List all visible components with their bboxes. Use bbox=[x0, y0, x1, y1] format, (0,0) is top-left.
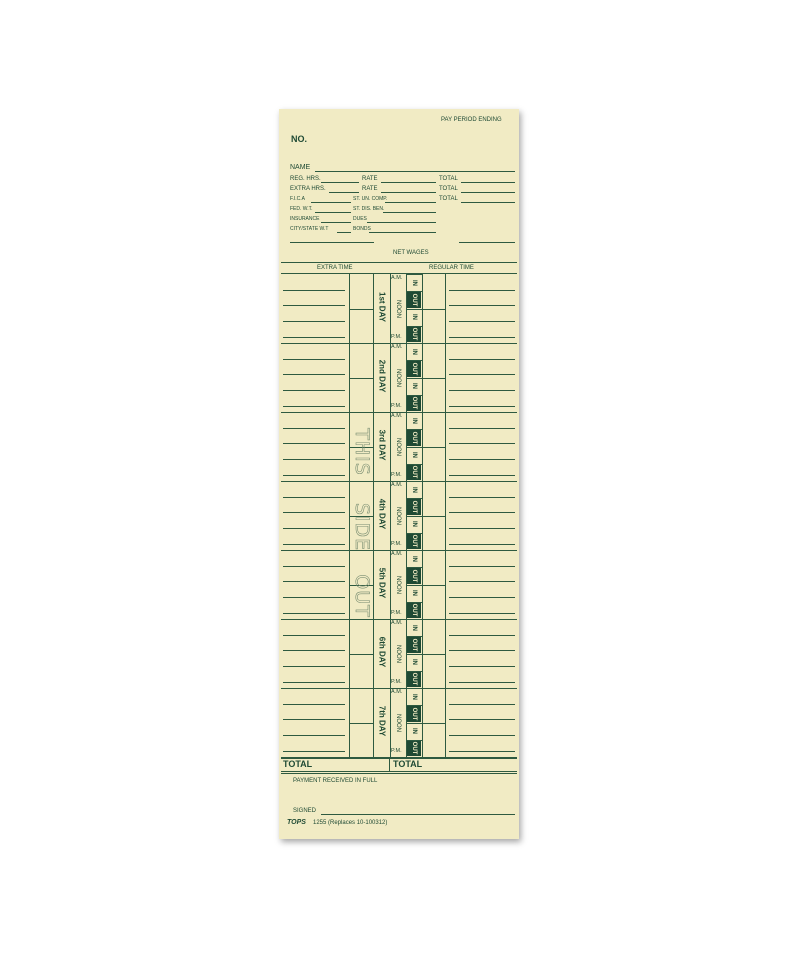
cell-line bbox=[406, 688, 422, 689]
day-label: 5th DAY bbox=[377, 567, 386, 598]
total-right-label: TOTAL bbox=[393, 759, 423, 769]
extra-time-line bbox=[283, 613, 345, 614]
mid-line bbox=[422, 654, 445, 655]
column-line bbox=[373, 412, 374, 481]
rate1-line bbox=[381, 182, 436, 183]
total-bottom-line-2 bbox=[281, 773, 517, 774]
pm-label: P.M. bbox=[391, 541, 402, 547]
bonds-line bbox=[369, 232, 436, 233]
extra-time-line bbox=[283, 719, 345, 720]
in-label: IN bbox=[411, 693, 417, 700]
column-line bbox=[390, 481, 391, 550]
out-cell bbox=[407, 534, 421, 549]
pm-label: P.M. bbox=[391, 403, 402, 409]
column-line bbox=[373, 550, 374, 619]
signed-label: SIGNED bbox=[293, 808, 317, 814]
column-line bbox=[445, 481, 446, 550]
out-label: OUT bbox=[411, 500, 417, 514]
pm-label: P.M. bbox=[391, 472, 402, 478]
cell-line bbox=[406, 516, 422, 517]
column-line bbox=[373, 619, 374, 688]
fed-wt-line bbox=[315, 212, 351, 213]
in-label: IN bbox=[411, 417, 417, 424]
in-label: IN bbox=[411, 383, 417, 390]
cell-line bbox=[406, 378, 422, 379]
total1-label: TOTAL bbox=[439, 176, 458, 182]
total-left-label: TOTAL bbox=[283, 759, 313, 769]
noon-label: NOON bbox=[395, 368, 401, 387]
insurance-label: INSURANCE bbox=[290, 216, 320, 222]
noon-label: NOON bbox=[395, 575, 401, 594]
day-label: 2nd DAY bbox=[377, 359, 386, 392]
extra-time-line bbox=[283, 650, 345, 651]
extra-time-line bbox=[283, 359, 345, 360]
watermark-this: THIS bbox=[351, 428, 373, 476]
cell-line bbox=[406, 412, 422, 413]
out-label: OUT bbox=[411, 362, 417, 376]
watermark-side: SIDE bbox=[351, 502, 373, 552]
in-label: IN bbox=[411, 486, 417, 493]
in-label: IN bbox=[411, 452, 417, 459]
extra-time-line bbox=[283, 751, 345, 752]
column-line bbox=[390, 412, 391, 481]
net-wages-label: NET WAGES bbox=[393, 250, 429, 256]
column-line bbox=[390, 619, 391, 688]
rate1-label: RATE bbox=[362, 176, 378, 182]
regular-time-line bbox=[449, 290, 515, 291]
column-line bbox=[445, 343, 446, 412]
in-label: IN bbox=[411, 279, 417, 286]
name-label: NAME bbox=[290, 164, 311, 171]
extra-time-line bbox=[283, 512, 345, 513]
extra-time-line bbox=[283, 428, 345, 429]
rate2-line bbox=[381, 192, 436, 193]
out-cell bbox=[407, 706, 421, 721]
out-cell bbox=[407, 430, 421, 445]
cell-line bbox=[406, 619, 422, 620]
regular-time-line bbox=[449, 443, 515, 444]
fica-line bbox=[311, 202, 351, 203]
mid-line bbox=[349, 309, 373, 310]
pay-period-label: PAY PERIOD ENDING bbox=[441, 117, 502, 123]
mid-line bbox=[349, 654, 373, 655]
payment-label: PAYMENT RECEIVED IN FULL bbox=[293, 778, 378, 784]
am-label: A.M. bbox=[391, 344, 403, 350]
regular-time-line bbox=[449, 635, 515, 636]
signature-line bbox=[321, 814, 515, 815]
regular-time-line bbox=[449, 390, 515, 391]
regular-time-line bbox=[449, 359, 515, 360]
regular-time-line bbox=[449, 428, 515, 429]
day-label: 3rd DAY bbox=[377, 429, 386, 460]
fica-label: F.I.C.A bbox=[290, 196, 306, 202]
in-label: IN bbox=[411, 314, 417, 321]
extra-time-label: EXTRA TIME bbox=[317, 265, 353, 271]
name-line bbox=[315, 171, 515, 172]
out-label: OUT bbox=[411, 707, 417, 721]
regular-time-line bbox=[449, 512, 515, 513]
column-line bbox=[445, 688, 446, 757]
noon-label: NOON bbox=[395, 713, 401, 732]
cell-line bbox=[406, 550, 422, 551]
column-line bbox=[373, 343, 374, 412]
in-label: IN bbox=[411, 728, 417, 735]
extra-time-line bbox=[283, 459, 345, 460]
regular-time-line bbox=[449, 735, 515, 736]
reg-hrs-line bbox=[321, 182, 359, 183]
noon-label: NOON bbox=[395, 437, 401, 456]
regular-time-line bbox=[449, 751, 515, 752]
regular-time-line bbox=[449, 406, 515, 407]
extra-hrs-line bbox=[329, 192, 359, 193]
am-label: A.M. bbox=[391, 551, 403, 557]
extra-time-line bbox=[283, 704, 345, 705]
total3-line bbox=[461, 202, 515, 203]
column-line bbox=[445, 619, 446, 688]
regular-time-line bbox=[449, 337, 515, 338]
reg-hrs-label: REG. HRS. bbox=[290, 176, 321, 182]
in-label: IN bbox=[411, 624, 417, 631]
cell-line bbox=[406, 274, 422, 275]
regular-time-line bbox=[449, 475, 515, 476]
in-label: IN bbox=[411, 659, 417, 666]
extra-time-line bbox=[283, 290, 345, 291]
in-label: IN bbox=[411, 555, 417, 562]
out-label: OUT bbox=[411, 742, 417, 755]
column-line bbox=[445, 550, 446, 619]
total1-line bbox=[461, 182, 515, 183]
extra-time-line bbox=[283, 581, 345, 582]
in-label: IN bbox=[411, 590, 417, 597]
cell-line bbox=[406, 343, 422, 344]
am-label: A.M. bbox=[391, 620, 403, 626]
extra-time-line bbox=[283, 305, 345, 306]
extra-time-line bbox=[283, 735, 345, 736]
mid-line bbox=[422, 585, 445, 586]
cell-line bbox=[406, 654, 422, 655]
am-label: A.M. bbox=[391, 275, 403, 281]
column-line bbox=[373, 688, 374, 757]
extra-time-line bbox=[283, 597, 345, 598]
extra-time-line bbox=[283, 635, 345, 636]
am-label: A.M. bbox=[391, 413, 403, 419]
insurance-line bbox=[321, 222, 351, 223]
rate2-label: RATE bbox=[362, 186, 378, 192]
extra-time-line bbox=[283, 497, 345, 498]
mid-line bbox=[349, 378, 373, 379]
extra-time-line bbox=[283, 390, 345, 391]
regular-time-line bbox=[449, 566, 515, 567]
cell-line bbox=[406, 309, 422, 310]
regular-time-line bbox=[449, 321, 515, 322]
mid-line bbox=[422, 516, 445, 517]
am-label: A.M. bbox=[391, 689, 403, 695]
column-line bbox=[445, 274, 446, 343]
st-un-comp-label: ST. UN. COMP. bbox=[353, 196, 388, 202]
out-cell bbox=[407, 499, 421, 514]
city-state-line bbox=[337, 232, 351, 233]
column-line bbox=[445, 412, 446, 481]
grid-header-line bbox=[281, 273, 517, 274]
dues-line bbox=[367, 222, 436, 223]
out-label: OUT bbox=[411, 604, 417, 617]
regular-time-line bbox=[449, 597, 515, 598]
out-cell bbox=[407, 396, 421, 411]
out-cell bbox=[407, 465, 421, 480]
dues-label: DUES bbox=[353, 216, 367, 222]
column-line bbox=[390, 343, 391, 412]
mid-line bbox=[422, 447, 445, 448]
noon-label: NOON bbox=[395, 644, 401, 663]
out-cell bbox=[407, 292, 421, 307]
out-cell bbox=[407, 603, 421, 618]
column-line bbox=[373, 481, 374, 550]
extra-time-line bbox=[283, 528, 345, 529]
mid-line bbox=[422, 723, 445, 724]
column-line bbox=[390, 688, 391, 757]
mid-line bbox=[422, 378, 445, 379]
card-number-label: NO. bbox=[291, 134, 308, 144]
column-line bbox=[390, 550, 391, 619]
extra-time-line bbox=[283, 337, 345, 338]
day-label: 4th DAY bbox=[377, 498, 386, 529]
st-dis-ben-line bbox=[383, 212, 436, 213]
st-dis-ben-label: ST. DIS. BEN. bbox=[353, 206, 385, 212]
day-label: 1st DAY bbox=[377, 291, 386, 322]
regular-time-line bbox=[449, 613, 515, 614]
out-cell bbox=[407, 361, 421, 376]
total-bottom-line bbox=[281, 771, 517, 772]
in-label: IN bbox=[411, 348, 417, 355]
regular-time-line bbox=[449, 544, 515, 545]
extra-time-line bbox=[283, 443, 345, 444]
fed-wt-label: FED. W.T. bbox=[290, 206, 313, 212]
noon-label: NOON bbox=[395, 299, 401, 318]
in-label: IN bbox=[411, 521, 417, 528]
bonds-label: BONDS bbox=[353, 226, 371, 232]
out-label: OUT bbox=[411, 466, 417, 479]
extra-hrs-label: EXTRA HRS. bbox=[290, 186, 326, 192]
out-cell bbox=[407, 568, 421, 583]
extra-time-line bbox=[283, 406, 345, 407]
out-label: OUT bbox=[411, 397, 417, 410]
time-card bbox=[279, 109, 519, 839]
total3-label: TOTAL bbox=[439, 196, 458, 202]
out-label: OUT bbox=[411, 569, 417, 583]
watermark-out: OUT bbox=[351, 574, 373, 618]
out-cell bbox=[407, 672, 421, 687]
total-divider bbox=[389, 758, 390, 772]
subtotal-line-left bbox=[290, 242, 374, 243]
regular-time-line bbox=[449, 682, 515, 683]
city-state-label: CITY/STATE W.T bbox=[290, 226, 329, 232]
regular-time-line bbox=[449, 650, 515, 651]
out-label: OUT bbox=[411, 293, 417, 307]
out-label: OUT bbox=[411, 328, 417, 341]
mid-line bbox=[349, 723, 373, 724]
noon-label: NOON bbox=[395, 506, 401, 525]
column-line bbox=[373, 274, 374, 343]
extra-time-line bbox=[283, 374, 345, 375]
pm-label: P.M. bbox=[391, 748, 402, 754]
out-label: OUT bbox=[411, 535, 417, 548]
regular-time-line bbox=[449, 581, 515, 582]
time-grid bbox=[279, 263, 519, 773]
out-cell bbox=[407, 637, 421, 652]
out-label: OUT bbox=[411, 638, 417, 652]
column-line bbox=[390, 274, 391, 343]
st-un-comp-line bbox=[385, 202, 436, 203]
extra-time-line bbox=[283, 682, 345, 683]
am-label: A.M. bbox=[391, 482, 403, 488]
cell-line bbox=[406, 447, 422, 448]
brand-logo: TOPS bbox=[287, 819, 306, 826]
cell-line bbox=[406, 481, 422, 482]
regular-time-line bbox=[449, 666, 515, 667]
regular-time-line bbox=[449, 719, 515, 720]
regular-time-line bbox=[449, 528, 515, 529]
day-label: 6th DAY bbox=[377, 636, 386, 667]
out-cell bbox=[407, 741, 421, 756]
regular-time-line bbox=[449, 305, 515, 306]
regular-time-label: REGULAR TIME bbox=[429, 265, 474, 271]
regular-time-line bbox=[449, 374, 515, 375]
subtotal-line-right bbox=[459, 242, 515, 243]
out-label: OUT bbox=[411, 431, 417, 445]
pm-label: P.M. bbox=[391, 679, 402, 685]
regular-time-line bbox=[449, 459, 515, 460]
cell-line bbox=[406, 723, 422, 724]
model-number: 1255 (Replaces 10-100312) bbox=[313, 820, 388, 826]
day-label: 7th DAY bbox=[377, 705, 386, 736]
extra-time-line bbox=[283, 475, 345, 476]
regular-time-line bbox=[449, 497, 515, 498]
extra-time-line bbox=[283, 566, 345, 567]
regular-time-line bbox=[449, 704, 515, 705]
extra-time-line bbox=[283, 321, 345, 322]
pm-label: P.M. bbox=[391, 334, 402, 340]
out-label: OUT bbox=[411, 673, 417, 686]
mid-line bbox=[422, 309, 445, 310]
total2-line bbox=[461, 192, 515, 193]
extra-time-line bbox=[283, 666, 345, 667]
cell-line bbox=[406, 585, 422, 586]
out-cell bbox=[407, 327, 421, 342]
extra-time-line bbox=[283, 544, 345, 545]
total2-label: TOTAL bbox=[439, 186, 458, 192]
pm-label: P.M. bbox=[391, 610, 402, 616]
